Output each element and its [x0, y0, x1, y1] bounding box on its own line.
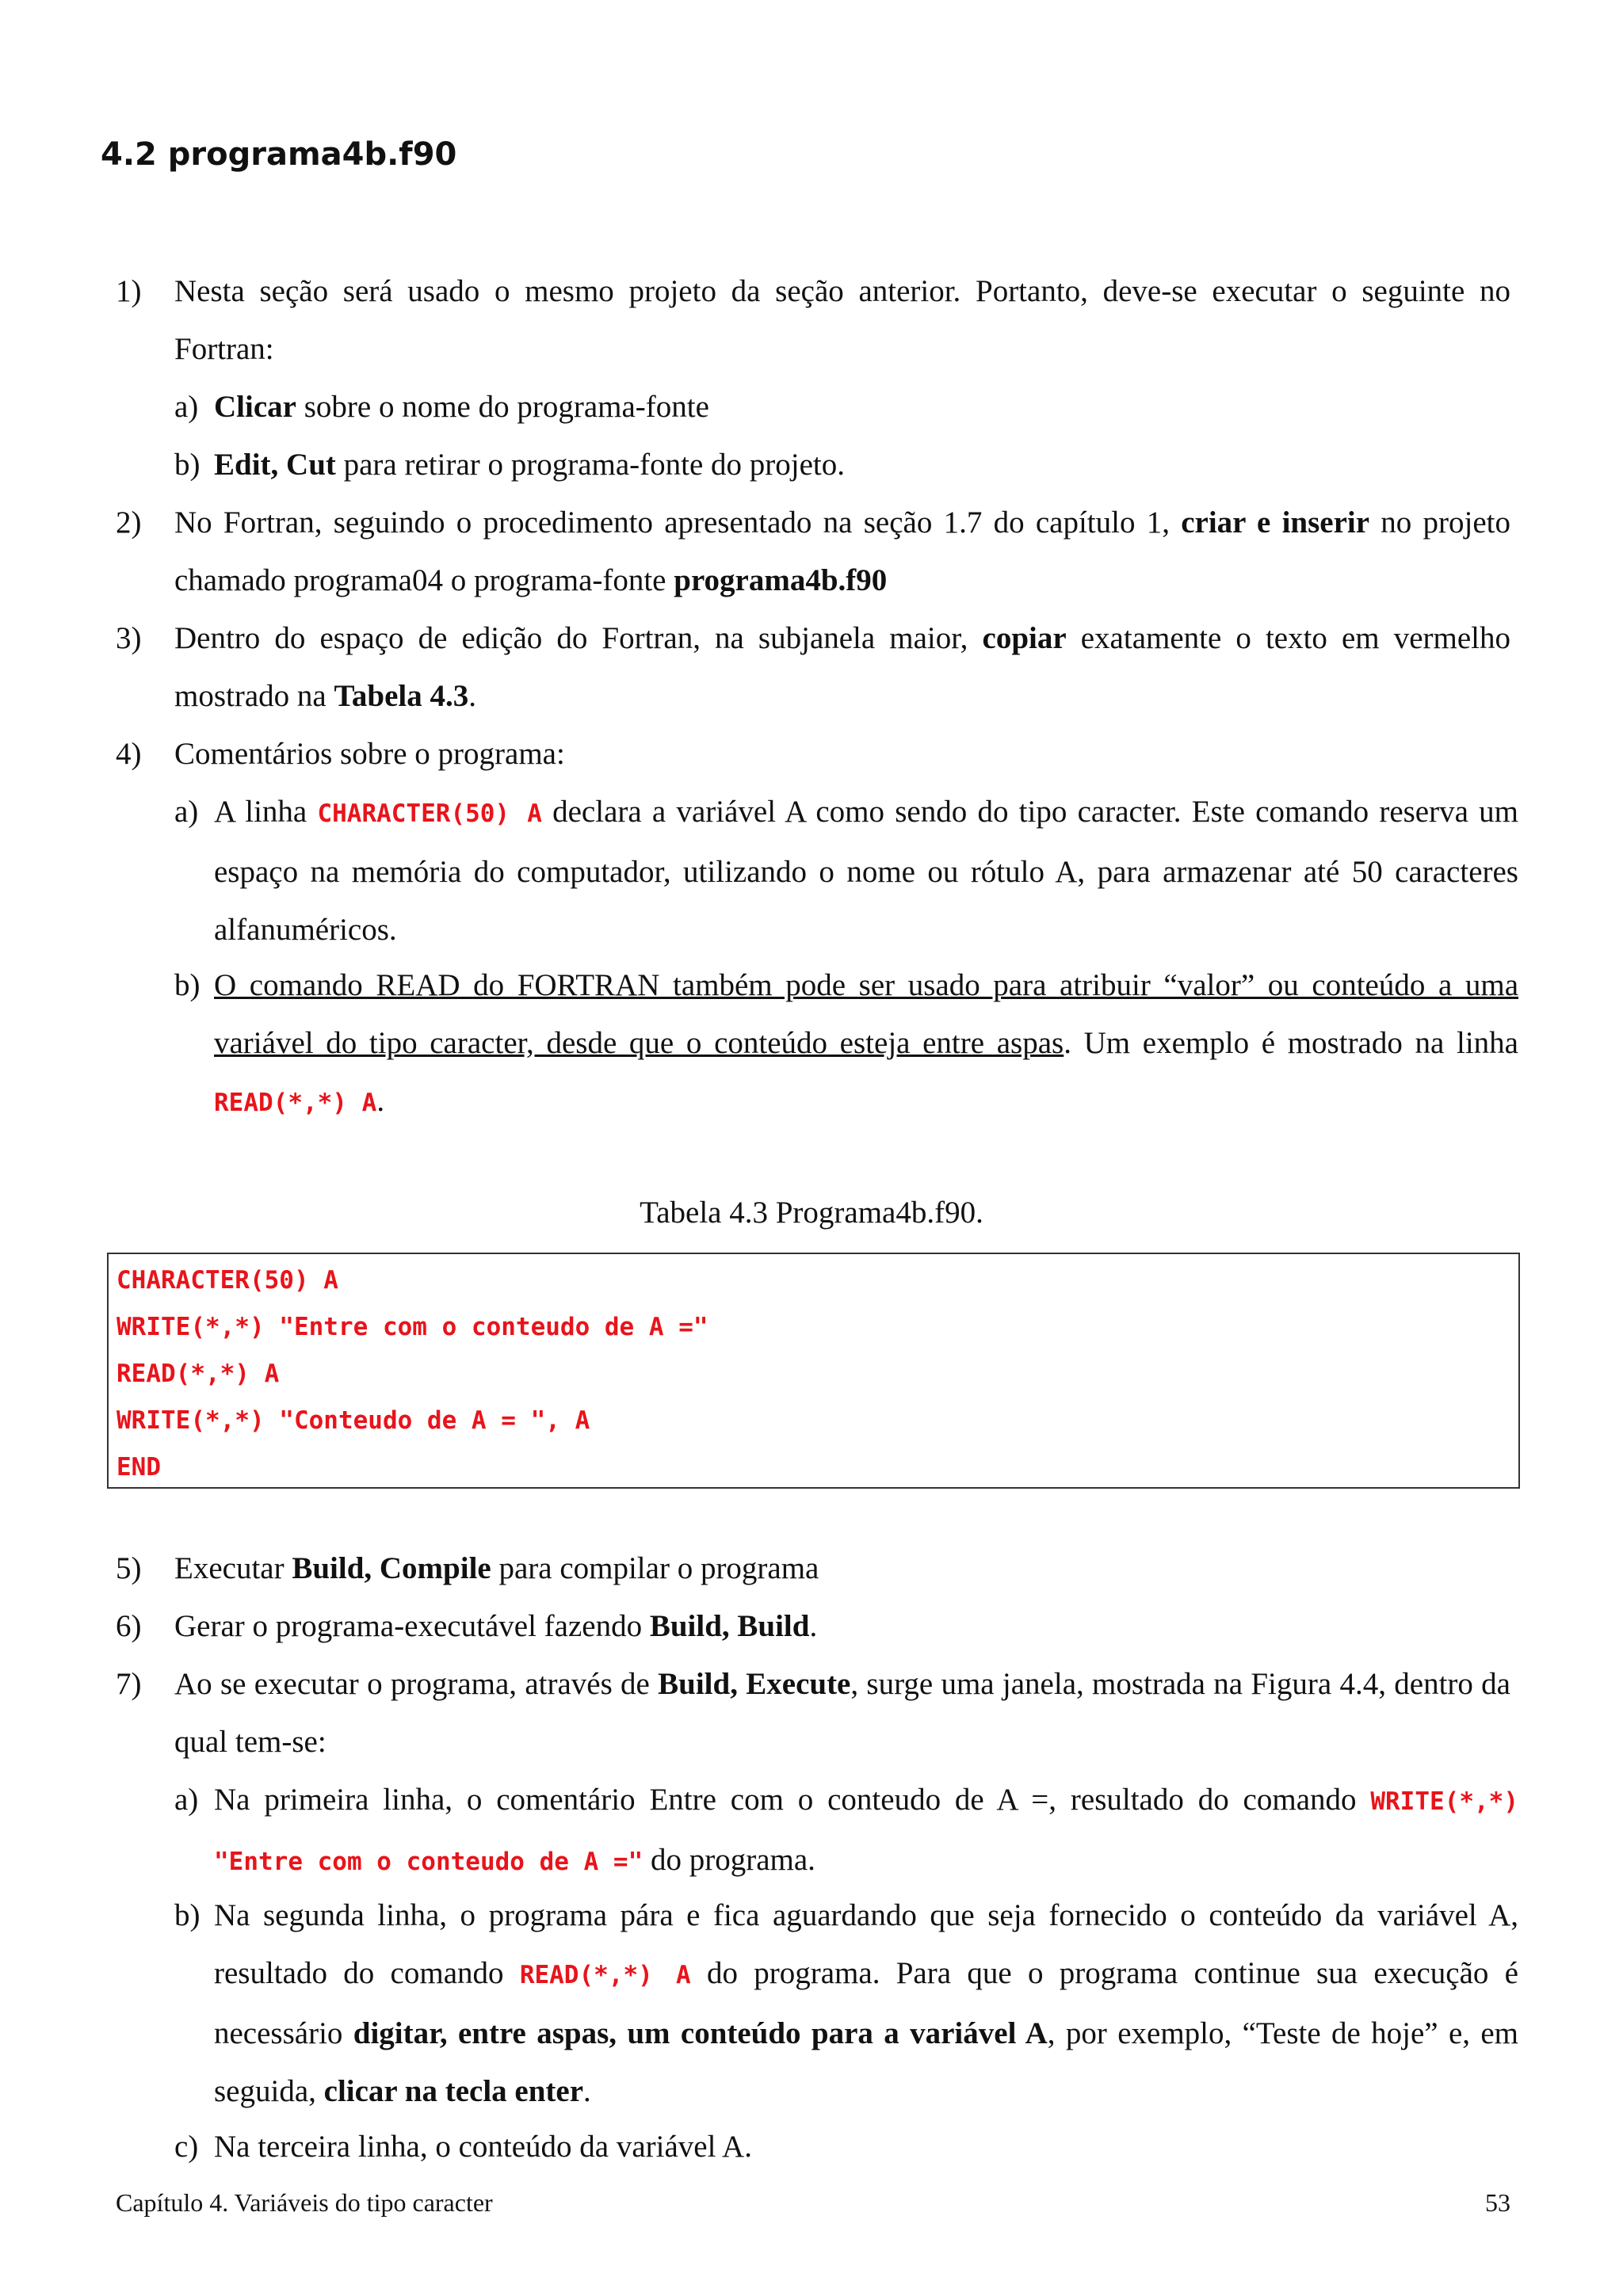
sub-item-text — [214, 783, 1518, 959]
text: . — [468, 679, 476, 713]
sub-item-text — [214, 436, 1518, 494]
text: Ao se executar o programa, através de — [174, 1667, 659, 1701]
sub-item-letter: b) — [174, 448, 200, 482]
item-text — [174, 1539, 1510, 1597]
text: , por exemplo, “Teste de hoje” e, em seguida, — [214, 2016, 1519, 2108]
bold-text: Edit, Cut — [214, 448, 336, 482]
text: A linha — [214, 795, 318, 829]
item-text: Nesta seção será usado o mesmo projeto da seção anterior. Portanto, deve-se executar o seguinte no Fortran: — [174, 274, 1510, 366]
bold-text: Build, Build — [649, 1609, 810, 1643]
list-item-7 — [116, 1655, 1510, 1771]
sub-item-letter: a) — [174, 390, 199, 424]
text: Na segunda linha, o programa pára e fica aguardando que seja fornecido o conteúdo da variável A, resultado do comando — [214, 1898, 1518, 1990]
text: para retirar o programa-fonte do projeto. — [335, 448, 846, 482]
text: exatamente o texto em vermelho mostrado na — [174, 621, 1510, 713]
inline-code: WRITE(*,*) "Entre com o conteudo de A =" — [214, 1787, 1518, 1876]
item-text — [174, 1597, 1510, 1655]
item-number: 6) — [116, 1609, 142, 1643]
text: Executar — [174, 1551, 292, 1585]
sub-item-text: Na terceira linha, o conteúdo da variável A. — [214, 2130, 752, 2164]
text: , surge uma janela, mostrada na Figura 4.4, dentro da qual tem-se: — [174, 1667, 1510, 1759]
inline-code: CHARACTER(50) A — [317, 799, 542, 828]
sub-item-7c — [174, 2118, 1518, 2176]
sub-item-7a — [174, 1771, 1518, 1891]
sub-item-1b — [174, 436, 1518, 494]
sub-item-text — [214, 378, 1518, 436]
bold-text: Tabela 4.3 — [334, 679, 469, 713]
sub-item-text — [214, 1771, 1518, 1891]
item-number: 2) — [116, 505, 142, 540]
code-table — [107, 1253, 1520, 1489]
text: do programa. — [643, 1843, 815, 1877]
list-item-3 — [116, 609, 1510, 725]
inline-code: READ(*,*) A — [214, 1089, 377, 1117]
bold-text: digitar, entre aspas, um conteúdo para a variável A — [353, 2016, 1048, 2050]
sub-item-4a — [174, 783, 1518, 959]
inline-code: READ(*,*) A — [519, 1961, 691, 1989]
bold-text: clicar na tecla enter — [323, 2074, 584, 2108]
section-heading: 4.2 programa4b.f90 — [101, 136, 457, 173]
sub-item-7b — [174, 1886, 1518, 2120]
footer-chapter: Capítulo 4. Variáveis do tipo caracter — [116, 2188, 493, 2217]
underlined-text: O comando READ do FORTRAN também pode ser usado para atribuir “valor” ou conteúdo a uma variável do tipo caracter, desde que o conteúdo esteja entre aspas — [214, 968, 1518, 1060]
item-text — [174, 1655, 1510, 1771]
item-number: 7) — [116, 1667, 142, 1701]
text: . Um exemplo é mostrado na linha — [1064, 1026, 1518, 1060]
text: do programa. Para que o programa continue sua execução é necessário — [214, 1956, 1518, 2050]
sub-item-text — [214, 956, 1518, 1132]
code-line: CHARACTER(50) A — [116, 1266, 338, 1295]
sub-item-text — [214, 1886, 1518, 2120]
item-number: 3) — [116, 621, 142, 655]
list-item-5 — [116, 1539, 1510, 1597]
sub-item-letter: a) — [174, 1783, 199, 1817]
code-line: WRITE(*,*) "Conteudo de A = ", A — [116, 1406, 590, 1435]
list-item-4 — [116, 725, 1510, 783]
item-number: 4) — [116, 737, 142, 771]
bold-text: copiar — [982, 621, 1067, 655]
sub-item-4b — [174, 956, 1518, 1132]
text: No Fortran, seguindo o procedimento apresentado na seção 1.7 do capítulo 1, — [174, 505, 1182, 540]
list-item-1 — [116, 262, 1510, 378]
text: para compilar o programa — [491, 1551, 819, 1585]
bold-text: criar e inserir — [1181, 505, 1370, 540]
bold-text: programa4b.f90 — [674, 563, 888, 597]
code-line: READ(*,*) A — [116, 1360, 280, 1388]
sub-item-letter: c) — [174, 2130, 199, 2164]
text: Gerar o programa-executável fazendo — [174, 1609, 650, 1643]
sub-item-letter: b) — [174, 1898, 200, 1932]
sub-item-letter: a) — [174, 795, 199, 829]
item-text: Comentários sobre o programa: — [174, 737, 565, 771]
item-number: 1) — [116, 274, 142, 308]
text: Na primeira linha, o comentário Entre com o conteudo de A =, resultado do comando — [214, 1783, 1371, 1817]
text: Dentro do espaço de edição do Fortran, na subjanela maior, — [174, 621, 983, 655]
item-text — [174, 609, 1510, 725]
text: . — [583, 2074, 591, 2108]
bold-text: Build, Compile — [292, 1551, 491, 1585]
item-text — [174, 494, 1510, 609]
list-item-6 — [116, 1597, 1510, 1655]
text: . — [809, 1609, 818, 1643]
code-line: END — [116, 1453, 161, 1482]
text: . — [376, 1084, 385, 1118]
text: sobre o nome do programa-fonte — [296, 390, 709, 424]
text: no projeto chamado programa04 o programa-fonte — [174, 505, 1511, 597]
text: declara a variável A como sendo do tipo caracter. Este comando reserva um espaço na memória do computador, utilizando o nome ou rótulo A, para armazenar até 50 caracteres alfanuméricos. — [214, 795, 1518, 947]
list-item-2 — [116, 494, 1510, 609]
sub-item-letter: b) — [174, 968, 200, 1002]
bold-text: Clicar — [214, 390, 296, 424]
table-caption: Tabela 4.3 Programa4b.f90. — [640, 1196, 983, 1230]
sub-item-1a — [174, 378, 1518, 436]
code-line: WRITE(*,*) "Entre com o conteudo de A =" — [116, 1313, 708, 1341]
item-number: 5) — [116, 1551, 142, 1585]
page-number: 53 — [1485, 2188, 1510, 2217]
bold-text: Build, Execute — [658, 1667, 851, 1701]
